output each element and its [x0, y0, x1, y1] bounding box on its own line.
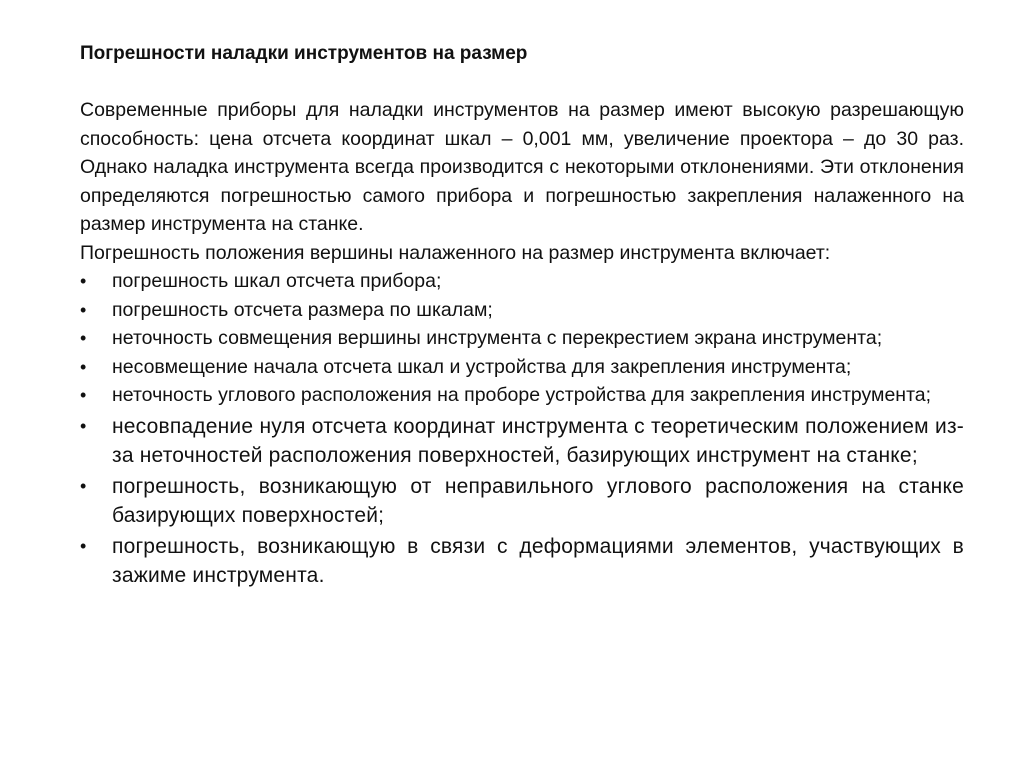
- bullet-icon: •: [80, 535, 87, 556]
- list-item: [80, 324, 964, 353]
- slide-content: [80, 40, 964, 590]
- bullet-icon: •: [80, 415, 87, 436]
- list-item-text: погрешность, возникающую от неправильного углового расположения на станке базирующих поверхностей;: [112, 474, 964, 527]
- list-item-text: погрешность шкал отсчета прибора;: [112, 270, 442, 292]
- list-item: [80, 532, 964, 590]
- bullet-icon: •: [80, 271, 87, 291]
- bullet-icon: •: [80, 385, 87, 405]
- list-item-text: несовмещение начала отсчета шкал и устройства для закрепления инструмента;: [112, 355, 852, 378]
- list-item-text: погрешность, возникающую в связи с деформациями элементов, участвующих в зажиме инструмента.: [112, 534, 964, 587]
- list-item: [80, 353, 964, 382]
- list-item: [80, 472, 964, 530]
- list-item-text: погрешность отсчета размера по шкалам;: [112, 298, 493, 321]
- list-item: [80, 296, 964, 325]
- bullet-icon: •: [80, 475, 87, 496]
- list-item-text: неточность совмещения вершины инструмента с перекрестием экрана инструмента;: [112, 327, 883, 349]
- intro-paragraph: Современные приборы для наладки инструментов на размер имеют высокую разрешающую способность: цена отсчета координат шкал – 0,001 мм, увеличение проектора – до 30 раз. Однако наладка инструмента всегда производится с некоторыми отклонениями. Эти отклонения определяются погрешностью самого прибора и погрешностью закрепления налаженного на размер инструмента на станке.: [80, 99, 964, 235]
- page-title: Погрешности наладки инструментов на размер: [80, 43, 528, 64]
- list-item: [80, 381, 964, 410]
- list-item-text: несовпадение нуля отсчета координат инструмента с теоретическим положением из-за неточностей расположения поверхностей, базирующих инструмент на станке;: [112, 414, 964, 467]
- list-item-text: неточность углового расположения на проборе устройства для закрепления инструмента;: [112, 384, 932, 406]
- list-lead-paragraph: Погрешность положения вершины налаженного на размер инструмента включает:: [80, 241, 831, 264]
- list-item: [80, 412, 964, 470]
- list-item: [80, 267, 964, 296]
- bullet-icon: •: [80, 299, 87, 320]
- error-sources-list: [80, 267, 964, 590]
- bullet-icon: •: [80, 356, 87, 377]
- bullet-icon: •: [80, 328, 87, 348]
